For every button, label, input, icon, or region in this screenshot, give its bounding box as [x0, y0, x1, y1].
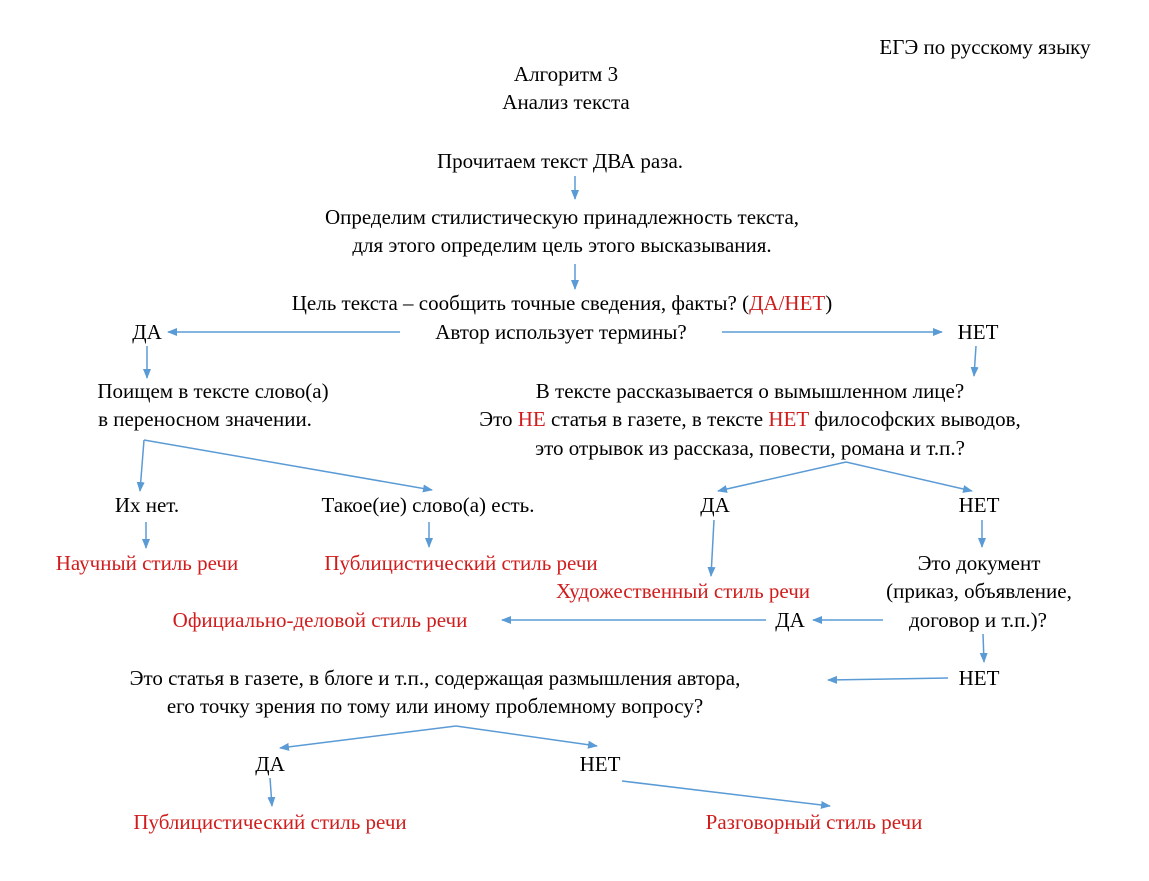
arrow-yes-to-publicistic [270, 778, 272, 806]
no-figurative-words: Их нет. [114, 493, 180, 517]
arrow-docno-to-article [828, 678, 948, 680]
arrow-search-to-none [140, 440, 144, 491]
article-question-line2: его точку зрения по тому или иному проблемному вопросу? [166, 694, 704, 718]
net-highlight: НЕТ [768, 407, 810, 431]
document-question-line2: (приказ, объявление, [886, 579, 1072, 603]
arrow-doc-to-no [983, 634, 984, 662]
arrow-no-to-colloquial [622, 781, 830, 806]
step-terms-question: Автор использует термины? [435, 320, 687, 344]
ne-highlight: НЕ [517, 407, 546, 431]
step-goal-question: Цель текста – сообщить точные сведения, факты? (ДА/НЕТ) [291, 291, 833, 315]
fiction-question-line3: это отрывок из рассказа, повести, романа и т.п.? [535, 436, 965, 460]
figurative-words-exist: Такое(ие) слово(а) есть. [321, 493, 535, 517]
arrow-article-to-yes [280, 726, 456, 748]
article-question-line1: Это статья в газете, в блоге и т.п., содержащая размышления автора, [129, 666, 741, 690]
arrow-search-to-exists [144, 440, 432, 490]
colloquial-style-result: Разговорный стиль речи [705, 810, 923, 834]
article-no-label: НЕТ [579, 752, 621, 776]
left-yes-label: ДА [132, 320, 162, 344]
algorithm-subtitle: Анализ текста [502, 90, 630, 114]
publicistic-style-result-top: Публицистический стиль речи [324, 551, 598, 575]
document-yes-label: ДА [775, 608, 805, 632]
fiction-yes-label: ДА [700, 493, 730, 517]
scientific-style-result: Научный стиль речи [55, 551, 239, 575]
article-yes-label: ДА [255, 752, 285, 776]
search-figurative-line1: Поищем в тексте слово(а) [97, 379, 329, 403]
right-no-label: НЕТ [957, 320, 999, 344]
official-style-result: Официально-деловой стиль речи [172, 608, 468, 632]
document-question-line1: Это документ [917, 551, 1041, 575]
fiction-question-line1: В тексте рассказывается о вымышленном лице? [535, 379, 965, 403]
step-style-line2: для этого определим цель этого высказывания. [352, 233, 772, 257]
arrow-yes-to-artistic [711, 520, 714, 576]
publicistic-style-result-bottom: Публицистический стиль речи [133, 810, 407, 834]
search-figurative-line2: в переносном значении. [98, 407, 312, 431]
fiction-question-line2: Это НЕ статья в газете, в тексте НЕТ философских выводов, [479, 407, 1021, 431]
fiction-no-label: НЕТ [958, 493, 1000, 517]
goal-answer-highlight: ДА/НЕТ [749, 291, 826, 315]
arrow-no-to-fiction [974, 346, 976, 376]
document-no-label: НЕТ [958, 666, 1000, 690]
arrow-fiction-to-no [846, 462, 972, 491]
algorithm-title: Алгоритм 3 [513, 62, 619, 86]
arrow-article-to-no [456, 726, 597, 746]
arrow-fiction-to-yes [718, 462, 846, 491]
artistic-style-result: Художественный стиль речи [555, 579, 811, 603]
step-style-line1: Определим стилистическую принадлежность текста, [324, 205, 800, 229]
step-read: Прочитаем текст ДВА раза. [436, 149, 684, 173]
subject-label: ЕГЭ по русскому языку [879, 35, 1091, 59]
document-question-line3: договор и т.п.)? [909, 608, 1047, 632]
